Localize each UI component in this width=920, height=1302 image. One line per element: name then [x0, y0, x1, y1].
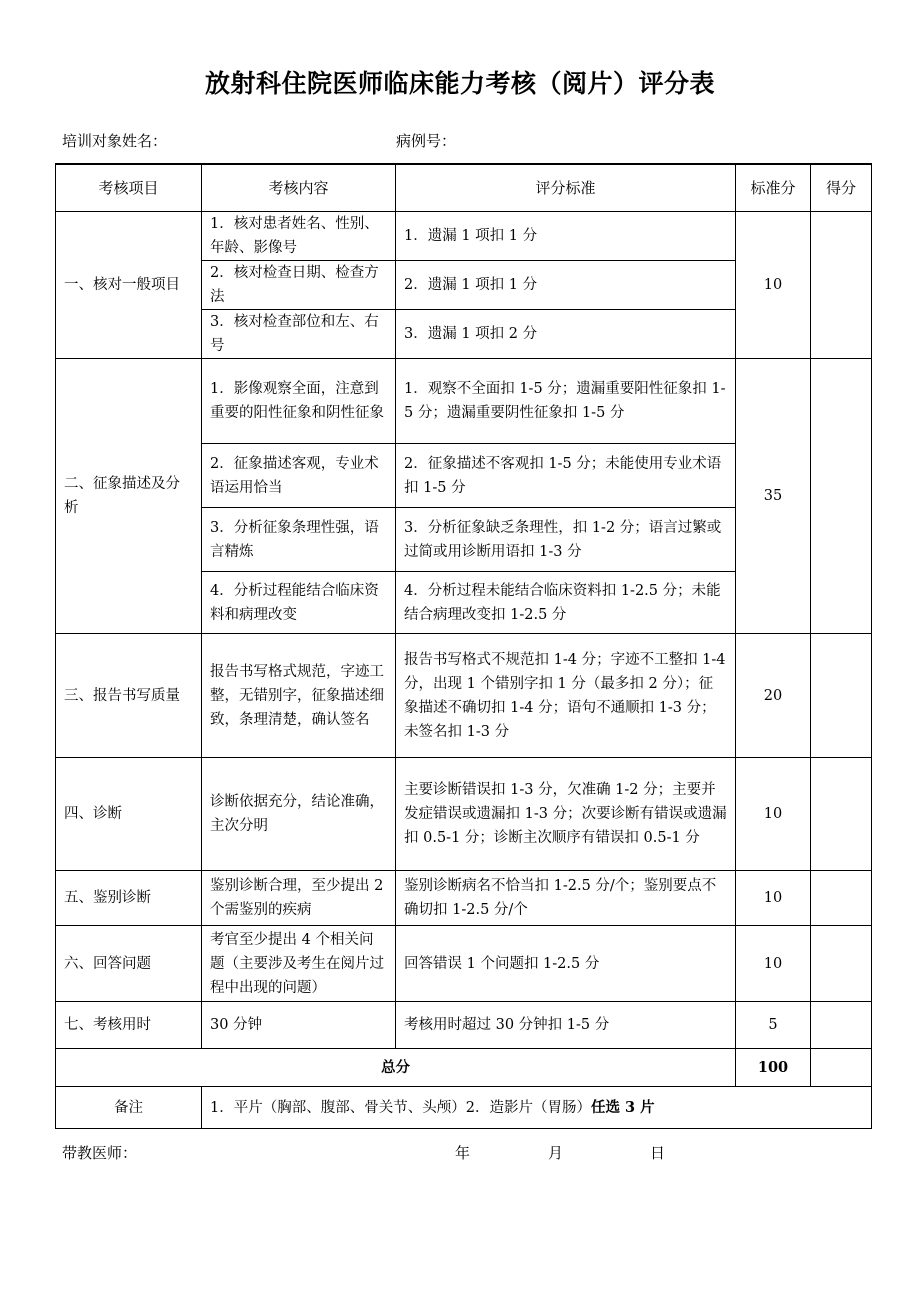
header-obtained-score: 得分 — [811, 164, 872, 212]
total-row — [56, 1049, 872, 1087]
table-row — [56, 634, 872, 758]
table-row — [56, 871, 872, 926]
content-cell: 诊断依据充分，结论准确，主次分明 — [202, 758, 396, 871]
criteria-cell: 回答错误 1 个问题扣 1-2.5 分 — [396, 926, 736, 1002]
content-cell: 30 分钟 — [202, 1002, 396, 1049]
content-cell: 鉴别诊断合理，至少提出 2 个需鉴别的疾病 — [202, 871, 396, 926]
total-obtained-score[interactable] — [811, 1049, 872, 1087]
header-item: 考核项目 — [56, 164, 202, 212]
criteria-cell: 主要诊断错误扣 1-3 分，欠准确 1-2 分；主要并发症错误或遗漏扣 1-3 分；次要诊断有错误或遗漏扣 0.5-1 分；诊断主次顺序有错误扣 0.5-1 分 — [396, 758, 736, 871]
total-standard-score: 100 — [736, 1049, 811, 1087]
criteria-cell: 鉴别诊断病名不恰当扣 1-2.5 分/个；鉴别要点不确切扣 1-2.5 分/个 — [396, 871, 736, 926]
content-cell: 报告书写格式规范，字迹工整，无错别字，征象描述细致，条理清楚，确认签名 — [202, 634, 396, 758]
criteria-cell: 3．分析征象缺乏条理性，扣 1-2 分；语言过繁或过简或用诊断用语扣 1-3 分 — [396, 508, 736, 572]
content-cell: 3．分析征象条理性强，语言精炼 — [202, 508, 396, 572]
criteria-cell: 报告书写格式不规范扣 1-4 分；字迹不工整扣 1-4 分，出现 1 个错别字扣 1 分（最多扣 2 分）；征象描述不确切扣 1-4 分；语句不通顺扣 1-3 分；未签名扣 1-3 分 — [396, 634, 736, 758]
date-year-label: 年 — [455, 1144, 471, 1162]
obtained-score-cell[interactable] — [811, 926, 872, 1002]
table-row — [56, 1002, 872, 1049]
criteria-cell: 1．遗漏 1 项扣 1 分 — [396, 212, 736, 261]
section-item: 三、报告书写质量 — [56, 634, 202, 758]
criteria-cell: 3．遗漏 1 项扣 2 分 — [396, 310, 736, 359]
header-criteria: 评分标准 — [396, 164, 736, 212]
total-label: 总分 — [56, 1049, 736, 1087]
obtained-score-cell[interactable] — [811, 1002, 872, 1049]
table-row — [56, 758, 872, 871]
section-item: 五、鉴别诊断 — [56, 871, 202, 926]
criteria-cell: 4．分析过程未能结合临床资料扣 1-2.5 分；未能结合病理改变扣 1-2.5 分 — [396, 572, 736, 634]
obtained-score-cell[interactable] — [811, 212, 872, 359]
obtained-score-cell[interactable] — [811, 758, 872, 871]
header-standard-score: 标准分 — [736, 164, 811, 212]
standard-score-cell: 5 — [736, 1002, 811, 1049]
standard-score-cell: 10 — [736, 871, 811, 926]
standard-score-cell: 10 — [736, 758, 811, 871]
criteria-cell: 考核用时超过 30 分钟扣 1-5 分 — [396, 1002, 736, 1049]
obtained-score-cell[interactable] — [811, 871, 872, 926]
page-title: 放射科住院医师临床能力考核（阅片）评分表 — [204, 69, 715, 98]
section-item: 七、考核用时 — [56, 1002, 202, 1049]
criteria-cell: 2．征象描述不客观扣 1-5 分；未能使用专业术语扣 1-5 分 — [396, 444, 736, 508]
table-row — [56, 359, 872, 444]
criteria-cell: 2．遗漏 1 项扣 1 分 — [396, 261, 736, 310]
obtained-score-cell[interactable] — [811, 634, 872, 758]
standard-score-cell: 35 — [736, 359, 811, 634]
content-cell: 2．征象描述客观，专业术语运用恰当 — [202, 444, 396, 508]
score-table — [55, 163, 872, 1129]
remark-row — [56, 1087, 872, 1129]
table-row — [56, 926, 872, 1002]
date-day-label: 日 — [650, 1144, 666, 1162]
obtained-score-cell[interactable] — [811, 359, 872, 634]
case-number-label: 病例号： — [396, 132, 457, 150]
content-cell: 1．影像观察全面，注意到重要的阳性征象和阴性征象 — [202, 359, 396, 444]
content-cell: 2．核对检查日期、检查方法 — [202, 261, 396, 310]
remark-text: 1．平片（胸部、腹部、骨关节、头颅）2．造影片（胃肠） — [210, 1099, 591, 1116]
trainee-name-label: 培训对象姓名： — [62, 132, 168, 150]
criteria-cell: 1．观察不全面扣 1-5 分；遗漏重要阳性征象扣 1-5 分；遗漏重要阴性征象扣 1-5 分 — [396, 359, 736, 444]
section-item: 四、诊断 — [56, 758, 202, 871]
content-cell: 1．核对患者姓名、性别、年龄、影像号 — [202, 212, 396, 261]
remark-label: 备注 — [56, 1087, 202, 1129]
standard-score-cell: 10 — [736, 926, 811, 1002]
table-row — [56, 212, 872, 261]
table-header-row — [56, 164, 872, 212]
remark-emphasis: 任选 3 片 — [590, 1098, 655, 1116]
section-item: 一、核对一般项目 — [56, 212, 202, 359]
content-cell: 考官至少提出 4 个相关问题（主要涉及考生在阅片过程中出现的问题） — [202, 926, 396, 1002]
standard-score-cell: 10 — [736, 212, 811, 359]
date-month-label: 月 — [548, 1144, 564, 1162]
standard-score-cell: 20 — [736, 634, 811, 758]
content-cell: 4．分析过程能结合临床资料和病理改变 — [202, 572, 396, 634]
header-content: 考核内容 — [202, 164, 396, 212]
remark-cell — [202, 1087, 872, 1129]
section-item: 二、征象描述及分析 — [56, 359, 202, 634]
section-item: 六、回答问题 — [56, 926, 202, 1002]
teacher-label: 带教医师： — [62, 1144, 138, 1162]
content-cell: 3．核对检查部位和左、右号 — [202, 310, 396, 359]
